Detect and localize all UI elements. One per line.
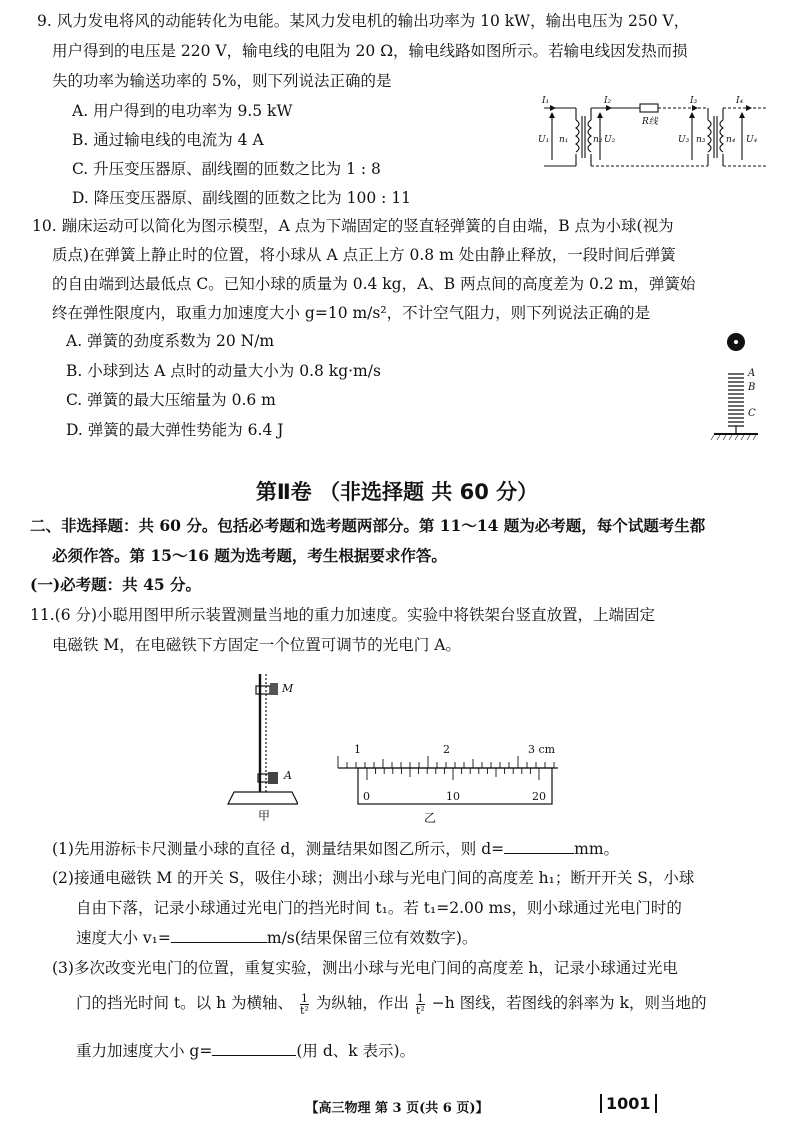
transmission-circuit-diagram: [530, 94, 770, 178]
q11-stem-line1: 11.(6 分)小聪用图甲所示装置测量当地的重力加速度。实验中将铁架台竖直放置，上端固定: [30, 606, 656, 624]
q11-sub2-line1: (2)接通电磁铁 M 的开关 S，吸住小球；测出小球与光电门间的高度差 h₁；断开开关 S，小球: [52, 869, 695, 887]
q11-sub2-line2: 自由下落，记录小球通过光电门的挡光时间 t₁。若 t₁=2.00 ms，则小球通过光电门时的: [76, 899, 682, 917]
label-r-line: R线: [642, 117, 658, 127]
main-scale-1: 1: [354, 743, 361, 756]
page-code: 1001: [600, 1094, 657, 1113]
label-n4: n₄: [726, 135, 736, 145]
q11-sub2-unit: m/s(结果保留三位有效数字)。: [266, 929, 478, 947]
label-u1: U₁: [538, 135, 550, 145]
q11-sub1: [52, 838, 619, 860]
vernier-scale-0: 0: [363, 790, 370, 803]
label-n3: n₃: [696, 135, 706, 145]
figure-jia-iron-stand: [218, 664, 298, 822]
q10-stem-line3: 的自由端到达最低点 C。已知小球的质量为 0.4 kg，A、B 两点间的高度差为 0.2 m，弹簧始: [52, 275, 696, 293]
q11-sub2-text: 速度大小 v₁=: [76, 929, 171, 947]
q10-option-a[interactable]: A. 弹簧的劲度系数为 20 N/m: [66, 332, 275, 350]
q9-option-b[interactable]: B. 通过输电线的电流为 4 A: [72, 131, 264, 149]
label-n2: n₂: [593, 135, 603, 145]
q11-stem-line2: 电磁铁 M，在电磁铁下方固定一个位置可调节的光电门 A。: [52, 636, 461, 654]
label-u4: U₄: [746, 135, 758, 145]
q10-option-d[interactable]: D. 弹簧的最大弹性势能为 6.4 J: [66, 421, 284, 439]
q9-option-c[interactable]: C. 升压变压器原、副线圈的匝数之比为 1 : 8: [72, 160, 381, 178]
q11-sub3-text-e: (用 d、k 表示)。: [296, 1042, 416, 1060]
label-n1: n₁: [559, 135, 569, 145]
part2-line3: (一)必考题：共 45 分。: [30, 575, 202, 594]
label-i2: I₂: [604, 96, 612, 106]
q9-option-d[interactable]: D. 降压变压器原、副线圈的匝数之比为 100 : 11: [72, 189, 412, 207]
main-scale-2: 2: [443, 743, 450, 756]
q10-option-c[interactable]: C. 弹簧的最大压缩量为 0.6 m: [66, 391, 276, 409]
q11-sub1-unit: mm。: [574, 840, 620, 858]
q11-sub1-text: (1)先用游标卡尺测量小球的直径 d，测量结果如图乙所示，则 d=: [52, 840, 505, 858]
q11-sub3-line1: (3)多次改变光电门的位置，重复实验，测出小球与光电门间的高度差 h，记录小球通过光电: [52, 959, 678, 977]
photogate-a: [268, 772, 278, 784]
label-u3: U₃: [678, 135, 690, 145]
q11-sub2-line3: [76, 927, 477, 949]
fraction-one-over-t-squared: $\frac{1}{\text{t²}}$: [300, 991, 309, 1017]
label-m: M: [282, 682, 294, 695]
spring-label-a: A: [748, 368, 756, 379]
q9-stem-line3: 失的功率为输送功率的 5%，则下列说法正确的是: [52, 72, 392, 90]
spring-label-b: B: [748, 382, 756, 393]
q11-sub3-text-a: 门的挡光时间 t。以 h 为横轴、: [76, 994, 293, 1012]
electromagnet-m: [270, 683, 278, 695]
label-i3: I₃: [690, 96, 698, 106]
spring-label-c: C: [748, 408, 756, 419]
answer-blank-d[interactable]: [504, 839, 574, 854]
q11-sub3-line2: [76, 992, 706, 1016]
part2-line1: 二、非选择题：共 60 分。包括必考题和选考题两部分。第 11～14 题为必考题，每个试题考生都: [30, 516, 706, 535]
q9-stem-line1: 9. 风力发电将风的动能转化为电能。某风力发电机的输出功率为 10 kW，输出电压为 250 V，: [37, 12, 690, 30]
fraction-one-over-t-squared-2: $\frac{1}{\text{t²}}$: [415, 991, 425, 1017]
answer-blank-g[interactable]: [212, 1041, 296, 1056]
section-title: 第Ⅱ卷 （非选择题 共 60 分）: [255, 480, 539, 504]
q9-stem-line2: 用户得到的电压是 220 V，输电线的电阻为 20 Ω，输电线路如图所示。若输电线因发热而损: [52, 42, 688, 60]
q10-option-b[interactable]: B. 小球到达 A 点时的动量大小为 0.8 kg·m/s: [66, 362, 381, 380]
q10-stem-line2: 质点)在弹簧上静止时的位置，将小球从 A 点正上方 0.8 m 处由静止释放，一段时间后弹簧: [52, 246, 676, 264]
page-footer: 【高三物理 第 3 页(共 6 页)】: [305, 1101, 489, 1116]
figure-yi-vernier-caliper: [336, 738, 566, 826]
vernier-scale-10: 10: [446, 790, 460, 803]
label-i4: I₄: [736, 96, 744, 106]
part2-line2: 必须作答。第 15～16 题为选考题，考生根据要求作答。: [52, 546, 447, 565]
label-a: A: [284, 769, 292, 782]
label-i1: I₁: [542, 96, 550, 106]
q11-sub3-text-c: −h 图线，若图线的斜率为 k，则当地的: [431, 994, 707, 1012]
q11-sub3-text-b: 为纵轴，作出: [315, 994, 409, 1012]
label-u2: U₂: [604, 135, 616, 145]
main-scale-3cm: 3 cm: [528, 743, 556, 756]
fig-jia-caption: 甲: [258, 809, 271, 822]
q11-sub3-line3: [76, 1040, 415, 1062]
q9-option-a[interactable]: A. 用户得到的电功率为 9.5 kW: [72, 102, 293, 120]
q11-sub3-text-d: 重力加速度大小 g=: [76, 1042, 213, 1060]
q10-stem-line1: 10. 蹦床运动可以简化为图示模型，A 点为下端固定的竖直轻弹簧的自由端，B 点为小球(视为: [32, 217, 674, 235]
fig-yi-caption: 乙: [424, 811, 437, 825]
vernier-scale-20: 20: [532, 790, 546, 803]
answer-blank-v1[interactable]: [171, 928, 267, 943]
q10-stem-line4: 终在弹性限度内，取重力加速度大小 g=10 m/s²，不计空气阻力，则下列说法正确的是: [52, 304, 651, 322]
spring-ball-diagram: [708, 330, 764, 442]
